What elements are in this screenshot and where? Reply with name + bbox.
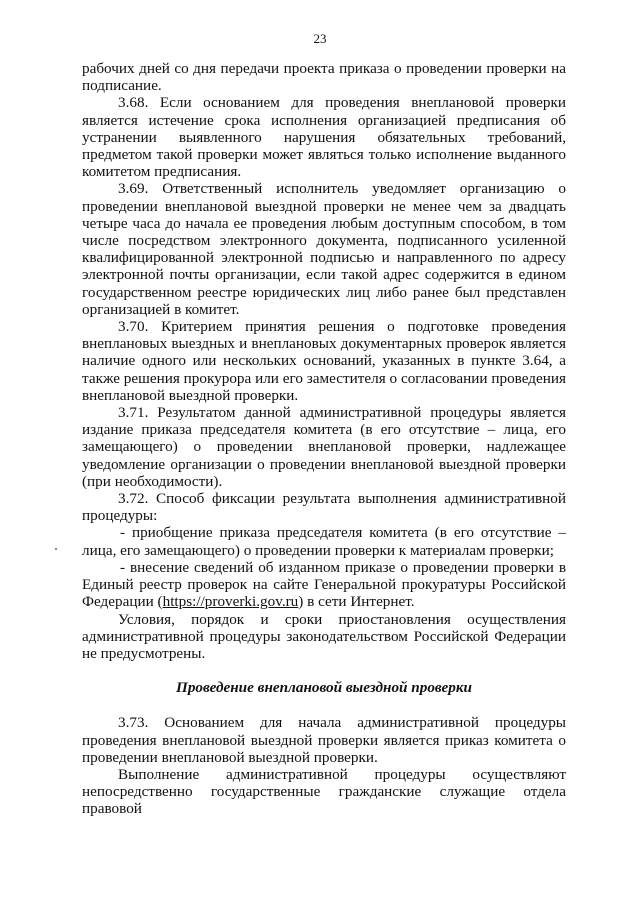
paragraph-continuation: рабочих дней со дня передачи проекта приказа о проведении проверки на подписание. [82, 60, 566, 95]
paragraph-3-71: 3.71. Результатом данной административной процедуры является издание приказа председателя комитета (в его отсутствие – лица, его замещающего) о проведении внеплановой проверки, надлежащее уведомление организации о проведении внеплановой выездной проверки (при необходимости). [82, 404, 566, 490]
scan-dot-mark [55, 548, 57, 550]
paragraph-3-70: 3.70. Критерием принятия решения о подготовке проведения внеплановых выездных и внеплановых документарных проверок является наличие одного или нескольких оснований, указанных в пункте 3.64, а также решения прокурора или его заместителя о согласовании проведения внеплановой выездной проверки. [82, 318, 566, 404]
page-number: 23 [313, 31, 327, 46]
paragraph-3-72: 3.72. Способ фиксации результата выполнения административной процедуры: [82, 490, 566, 525]
section-heading: Проведение внеплановой выездной проверки [176, 679, 472, 697]
document-body [82, 60, 566, 818]
list-item-registry-entry [82, 559, 566, 611]
paragraph-3-73: 3.73. Основанием для начала административной процедуры проведения внеплановой выездной проверки является приказ комитета о проведении внеплановой выездной проверки. [82, 714, 566, 766]
paragraph-3-68: 3.68. Если основанием для проведения внеплановой проверки является истечение срока исполнения организацией предписания об устранении выявленного нарушения обязательных требований, предметом такой проверки может являться только исполнение выданного комитетом предписания. [82, 94, 566, 181]
paragraph-execution: Выполнение административной процедуры осуществляют непосредственно государственные гражданские служащие отдела правовой [82, 765, 566, 818]
paragraph-conditions: Условия, порядок и сроки приостановления осуществления административной процедуры законодательством Российской Федерации не предусмотрены. [82, 610, 566, 662]
list-item-attach-order: - приобщение приказа председателя комитета (в его отсутствие – лица, его замещающего) о проведении проверки к материалам проверки; [82, 524, 566, 559]
paragraph-3-69: 3.69. Ответственный исполнитель уведомляет организацию о проведении внеплановой выездной проверки не менее чем за двадцать четыре часа до начала ее проведения любым доступным способом, в том числе посредством электронного документа, подписанного усиленной квалифицированной электронной подписью и направленного по адресу электронной почты организации, если такой адрес содержится в едином государственном реестре юридических лиц либо ранее был представлен организацией в комитет. [82, 180, 566, 318]
proverki-link[interactable]: https://proverki.gov.ru [162, 593, 299, 611]
registry-text-before: - внесение сведений об изданном приказе о проведении проверки в Единый реестр проверок на сайте Генеральной прокуратуры Российской Федерации ( [82, 558, 566, 611]
registry-text-after: ) в сети Интернет. [298, 593, 415, 611]
